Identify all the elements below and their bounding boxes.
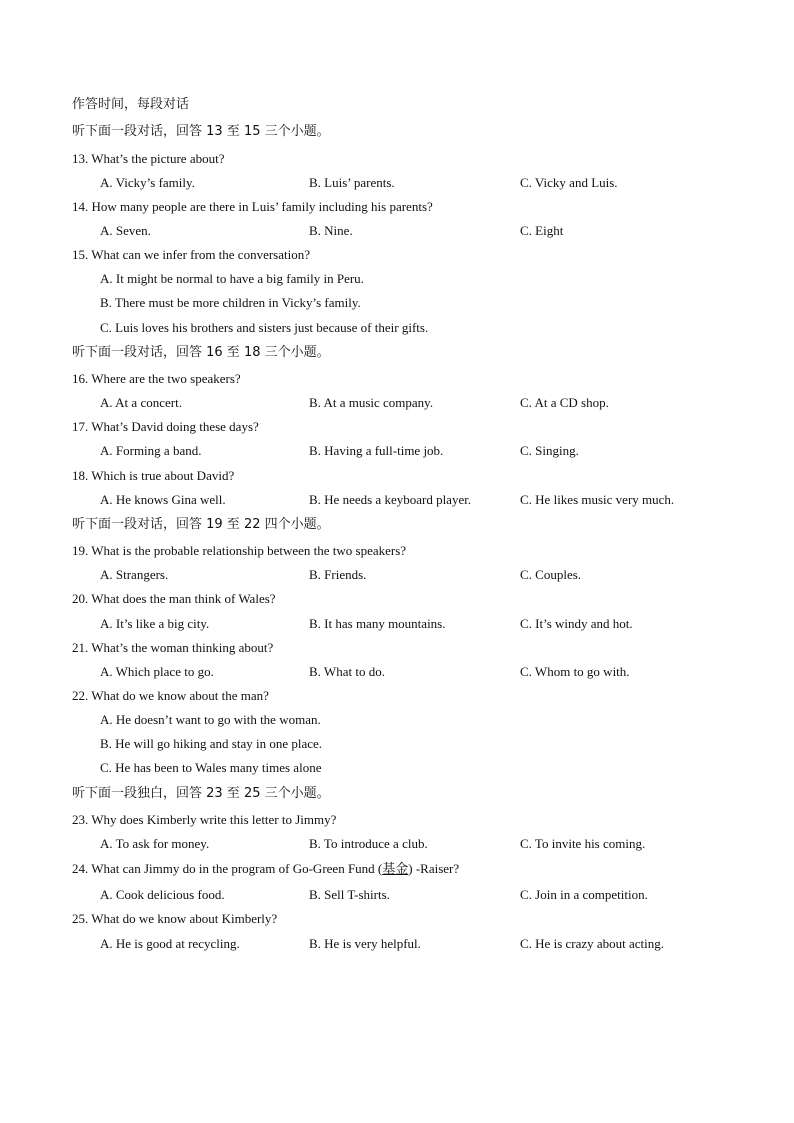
section-heading-1: 听下面一段对话，回答 13 至 15 三个小题。 (72, 124, 330, 139)
option-25-c: C. He is crazy about acting. (520, 936, 665, 951)
option-22-c: C. He has been to Wales many times alone (100, 760, 322, 775)
option-14-b: B. Nine. (309, 223, 353, 238)
option-17-a: A. Forming a band. (100, 443, 202, 458)
question-14: 14. How many people are there in Luis’ family including his parents? (72, 199, 433, 214)
question-17: 17. What’s David doing these days? (72, 419, 259, 434)
intro-text: 作答时间，每段对话 (72, 97, 190, 112)
option-23-c: C. To invite his coming. (520, 836, 646, 851)
question-23: 23. Why does Kimberly write this letter to Jimmy? (72, 812, 337, 827)
option-24-b: B. Sell T-shirts. (309, 887, 390, 902)
option-19-b: B. Friends. (309, 567, 367, 582)
option-18-c: C. He likes music very much. (520, 492, 675, 507)
question-20: 20. What does the man think of Wales? (72, 591, 276, 606)
option-20-b: B. It has many mountains. (309, 616, 446, 631)
option-23-b: B. To introduce a club. (309, 836, 428, 851)
option-24-a: A. Cook delicious food. (100, 887, 225, 902)
option-22-b: B. He will go hiking and stay in one place. (100, 736, 323, 751)
section-heading-4: 听下面一段独白，回答 23 至 25 三个小题。 (72, 786, 330, 801)
option-13-c: C. Vicky and Luis. (520, 175, 618, 190)
question-16: 16. Where are the two speakers? (72, 371, 241, 386)
question-24-chinese-gloss: 基金 (382, 862, 409, 877)
option-14-c: C. Eight (520, 223, 564, 238)
option-13-b: B. Luis’ parents. (309, 175, 395, 190)
question-24-text-end: ) -Raiser? (408, 861, 460, 876)
question-19: 19. What is the probable relationship between the two speakers? (72, 543, 407, 558)
option-21-a: A. Which place to go. (100, 664, 214, 679)
question-22: 22. What do we know about the man? (72, 688, 269, 703)
option-14-a: A. Seven. (100, 223, 151, 238)
question-15: 15. What can we infer from the conversation? (72, 247, 310, 262)
option-16-b: B. At a music company. (309, 395, 434, 410)
option-15-c: C. Luis loves his brothers and sisters just because of their gifts. (100, 320, 429, 335)
option-25-a: A. He is good at recycling. (100, 936, 240, 951)
option-24-c: C. Join in a competition. (520, 887, 648, 902)
option-13-a: A. Vicky’s family. (100, 175, 195, 190)
option-18-b: B. He needs a keyboard player. (309, 492, 472, 507)
option-15-b: B. There must be more children in Vicky’s family. (100, 295, 361, 310)
option-23-a: A. To ask for money. (100, 836, 210, 851)
option-20-c: C. It’s windy and hot. (520, 616, 633, 631)
option-19-a: A. Strangers. (100, 567, 169, 582)
option-17-c: C. Singing. (520, 443, 579, 458)
option-15-a: A. It might be normal to have a big family in Peru. (100, 271, 364, 286)
question-25: 25. What do we know about Kimberly? (72, 911, 278, 926)
option-19-c: C. Couples. (520, 567, 582, 582)
option-21-b: B. What to do. (309, 664, 385, 679)
question-13: 13. What’s the picture about? (72, 151, 225, 166)
option-21-c: C. Whom to go with. (520, 664, 630, 679)
section-heading-2: 听下面一段对话，回答 16 至 18 三个小题。 (72, 345, 330, 360)
option-20-a: A. It’s like a big city. (100, 616, 210, 631)
option-25-b: B. He is very helpful. (309, 936, 421, 951)
option-16-c: C. At a CD shop. (520, 395, 609, 410)
section-heading-3: 听下面一段对话，回答 19 至 22 四个小题。 (72, 517, 330, 532)
question-24 (72, 861, 459, 878)
option-16-a: A. At a concert. (100, 395, 182, 410)
question-21: 21. What’s the woman thinking about? (72, 640, 274, 655)
option-18-a: A. He knows Gina well. (100, 492, 226, 507)
question-24-text-start: 24. What can Jimmy do in the program of Go-Green Fund ( (72, 861, 383, 876)
option-22-a: A. He doesn’t want to go with the woman. (100, 712, 321, 727)
question-18: 18. Which is true about David? (72, 468, 235, 483)
option-17-b: B. Having a full-time job. (309, 443, 444, 458)
